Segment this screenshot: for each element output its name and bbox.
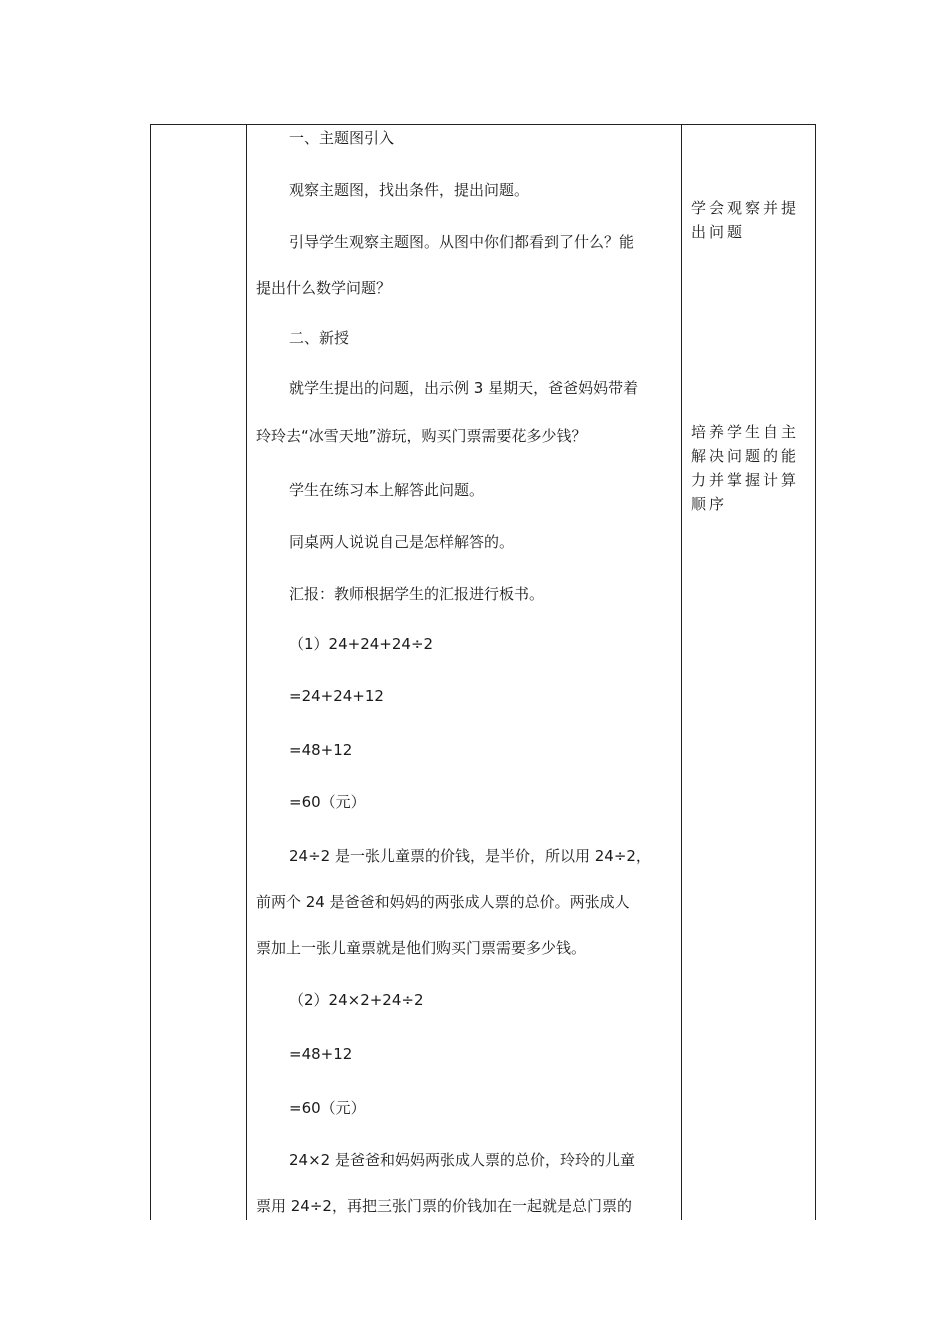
equation-line: =24+24+12 (289, 687, 384, 705)
equation-line: =48+12 (289, 741, 353, 759)
paragraph: 就学生提出的问题，出示例 3 星期天，爸爸妈妈带着 (289, 379, 639, 397)
paragraph: 引导学生观察主题图。从图中你们都看到了什么？能 (289, 233, 635, 251)
equation-line: =60（元） (289, 793, 366, 811)
paragraph: 24÷2 是一张儿童票的价钱，是半价，所以用 24÷2， (289, 847, 651, 865)
design-intent-note-1: 学会观察并提出问题 (691, 199, 800, 241)
section-heading-intro: 一、主题图引入 (289, 129, 395, 147)
paragraph: 汇报：教师根据学生的汇报进行板书。 (289, 585, 545, 603)
table-right-border (815, 124, 816, 1220)
paragraph: 观察主题图，找出条件，提出问题。 (289, 181, 530, 199)
section-heading-new: 二、新授 (289, 329, 350, 347)
equation-line: （2）24×2+24÷2 (289, 991, 424, 1009)
equation-line: =60（元） (289, 1099, 366, 1117)
paragraph: 前两个 24 是爸爸和妈妈的两张成人票的总价。两张成人 (256, 893, 630, 911)
table-top-border (150, 124, 816, 125)
paragraph: 提出什么数学问题？ (256, 279, 392, 297)
equation-line: （1）24+24+24÷2 (289, 635, 434, 653)
column-divider-2 (681, 124, 682, 1220)
paragraph: 24×2 是爸爸和妈妈两张成人票的总价，玲玲的儿童 (289, 1151, 635, 1169)
table-left-border (150, 124, 151, 1220)
paragraph: 学生在练习本上解答此问题。 (289, 481, 485, 499)
column-divider-1 (246, 124, 247, 1220)
paragraph: 票用 24÷2，再把三张门票的价钱加在一起就是总门票的 (256, 1197, 632, 1215)
paragraph: 玲玲去“冰雪天地”游玩，购买门票需要花多少钱？ (256, 427, 587, 445)
paragraph: 票加上一张儿童票就是他们购买门票需要多少钱。 (256, 939, 587, 957)
paragraph: 同桌两人说说自己是怎样解答的。 (289, 533, 515, 551)
equation-line: =48+12 (289, 1045, 353, 1063)
design-intent-note-2: 培养学生自主解决问题的能力并掌握计算顺序 (691, 423, 800, 513)
